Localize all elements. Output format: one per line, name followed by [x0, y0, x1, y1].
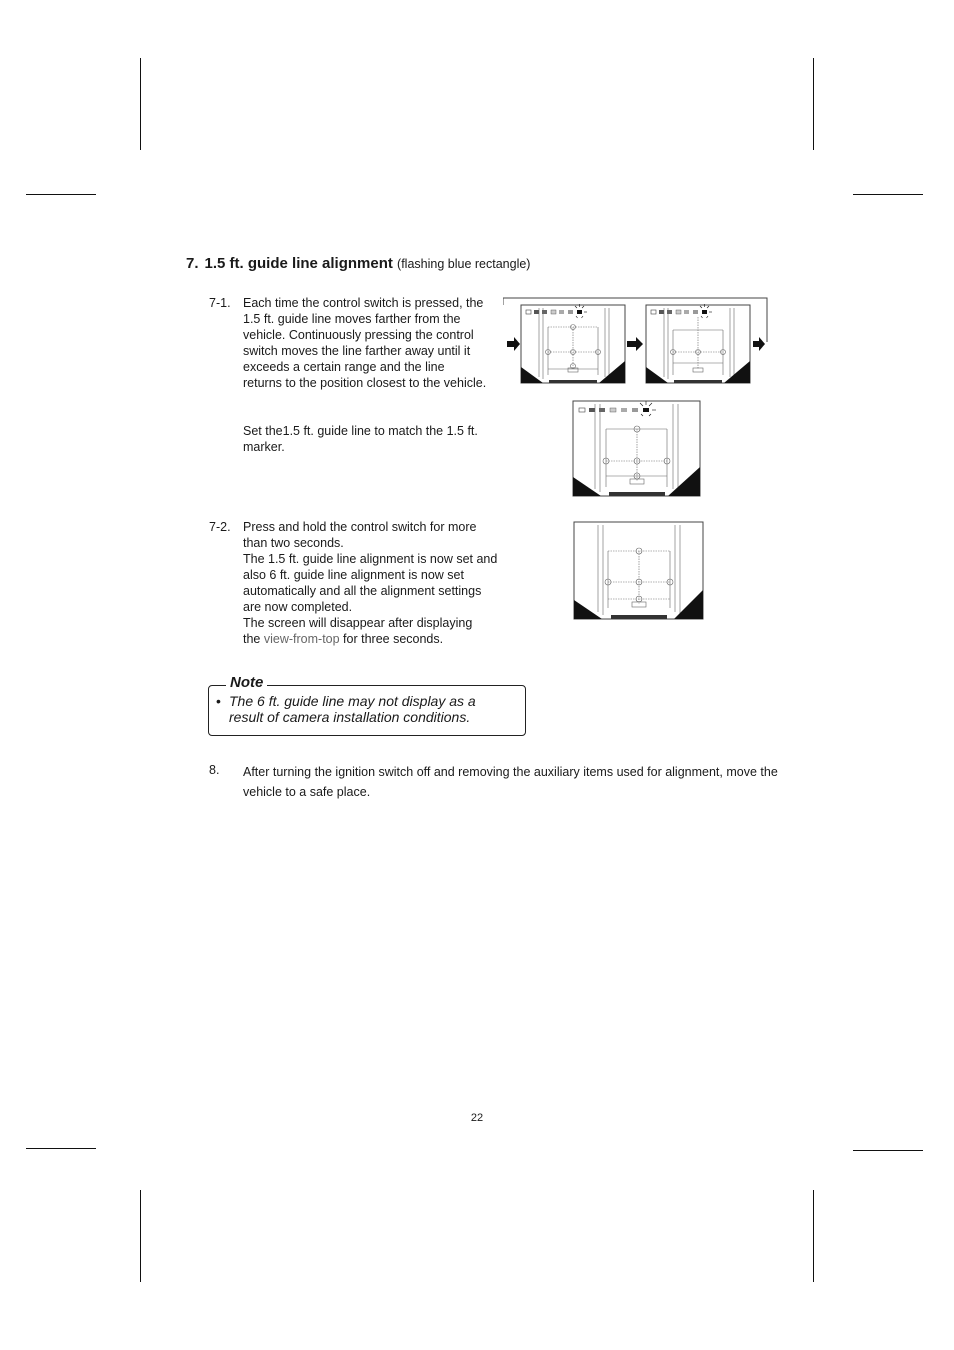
camera-screen	[521, 304, 625, 383]
text-line: vehicle. Continuously pressing the control	[243, 328, 474, 342]
section-heading	[186, 255, 530, 272]
camera-screen	[574, 522, 703, 619]
text-line: The 6 ft. guide line may not display as a	[229, 693, 476, 709]
guide-line-sequence-figure	[503, 297, 769, 387]
camera-screen	[646, 304, 750, 383]
text-line: The 1.5 ft. guide line alignment is now set and	[243, 552, 498, 566]
crop-mark	[813, 58, 814, 150]
text-line: switch moves the line farther away until it	[243, 344, 471, 358]
arrow-right-icon	[753, 337, 765, 351]
text-line: marker.	[243, 440, 285, 454]
crop-mark	[140, 1190, 141, 1282]
text-line: automatically and all the alignment settings	[243, 584, 482, 598]
arrow-right-icon	[627, 337, 643, 351]
alignment-complete-figure	[573, 521, 705, 621]
text-line: 1.5 ft. guide line moves farther from the	[243, 312, 461, 326]
camera-screen	[573, 401, 700, 496]
arrow-right-icon	[507, 337, 520, 351]
note-title: Note	[226, 674, 267, 691]
note-text	[216, 693, 476, 725]
crop-mark	[140, 58, 141, 150]
crop-mark	[853, 194, 923, 195]
text-line: The screen will disappear after displaying	[243, 616, 473, 630]
text-line: also 6 ft. guide line alignment is now set	[243, 568, 464, 582]
text-fragment: for three seconds.	[339, 632, 444, 646]
text-line: than two seconds.	[243, 536, 344, 550]
step-text	[243, 519, 497, 647]
step-number: 7-2.	[209, 520, 231, 534]
text-line: result of camera installation conditions.	[229, 709, 471, 725]
text-line: vehicle to a safe place.	[243, 785, 371, 799]
step-followup-text	[243, 423, 478, 455]
page-number: 22	[470, 1112, 484, 1124]
crop-mark	[813, 1190, 814, 1282]
text-fragment: the	[243, 632, 264, 646]
text-line: Press and hold the control switch for more	[243, 520, 477, 534]
crop-mark	[853, 1150, 923, 1151]
section-number: 7.	[186, 255, 199, 272]
step-number: 7-1.	[209, 296, 231, 310]
text-line: Set the1.5 ft. guide line to match the 1.5 ft.	[243, 424, 478, 438]
view-from-top-link[interactable]: view-from-top	[263, 632, 340, 646]
guide-line-matched-figure	[572, 400, 702, 498]
text-line	[243, 631, 497, 647]
section-title: 1.5 ft. guide line alignment	[204, 255, 393, 272]
text-line: After turning the ignition switch off and removing the auxiliary items used for alignment, move the	[243, 765, 778, 779]
step-text	[243, 295, 486, 391]
crop-mark	[26, 194, 96, 195]
step-text	[243, 762, 778, 802]
crop-mark	[26, 1148, 96, 1149]
bullet-icon: •	[216, 693, 221, 709]
text-line: Each time the control switch is pressed, the	[243, 296, 484, 310]
text-line: exceeds a certain range and the line	[243, 360, 445, 374]
text-line: returns to the position closest to the vehicle.	[243, 376, 487, 390]
step-number: 8.	[209, 763, 220, 777]
section-subtitle: (flashing blue rectangle)	[397, 257, 531, 271]
text-line: are now completed.	[243, 600, 353, 614]
